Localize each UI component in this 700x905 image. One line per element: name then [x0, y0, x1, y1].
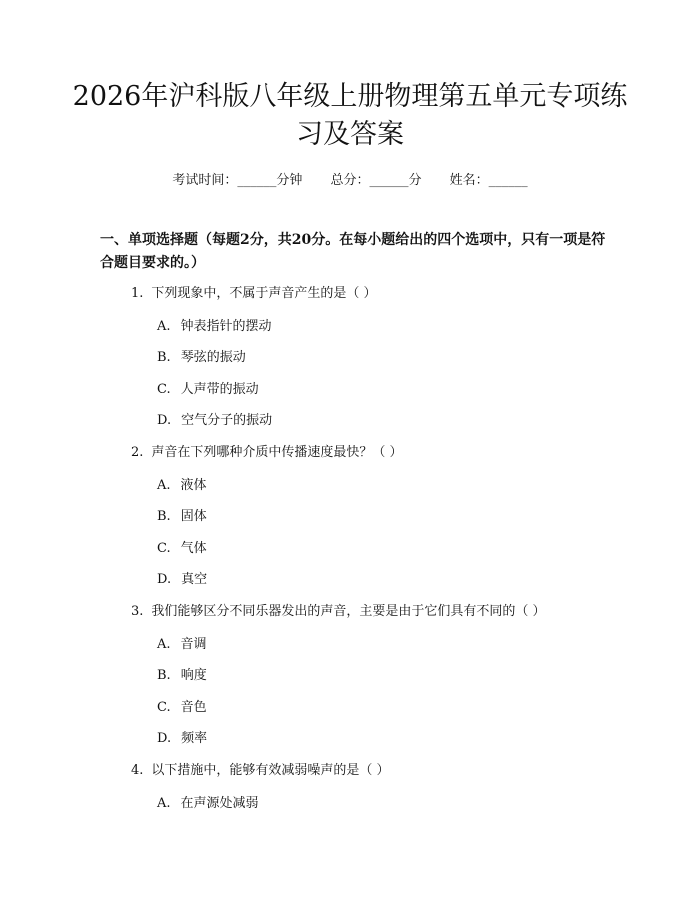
document-title: 2026年沪科版八年级上册物理第五单元专项练习及答案 [72, 81, 628, 150]
question-number: 4. [131, 763, 144, 778]
option-letter: D. [157, 572, 172, 587]
question-4 [131, 759, 390, 778]
question-2-option-d [157, 568, 207, 587]
exam-time-field: 考试时间：______分钟 [172, 173, 303, 188]
option-letter: D. [157, 413, 172, 428]
question-text: 下列现象中，不属于声音产生的是（ ） [151, 286, 377, 301]
question-3-option-b [157, 664, 207, 683]
option-letter: A. [157, 478, 171, 493]
option-letter: A. [157, 796, 171, 811]
question-1-option-c [157, 378, 259, 397]
question-2 [131, 441, 403, 460]
option-letter: B. [157, 668, 171, 683]
question-number: 2. [131, 445, 144, 460]
question-2-option-b [157, 505, 207, 524]
option-letter: D. [157, 731, 172, 746]
option-text: 空气分子的振动 [181, 413, 273, 428]
question-3-option-a [157, 633, 207, 652]
option-text: 固体 [180, 509, 207, 524]
option-text: 气体 [180, 541, 207, 556]
question-text: 以下措施中，能够有效减弱噪声的是（ ） [151, 763, 390, 778]
question-1 [131, 282, 377, 301]
total-score-field: 总分：______分 [330, 173, 422, 188]
student-name-field: 姓名：______ [449, 173, 528, 188]
option-text: 音色 [180, 700, 207, 715]
question-4-option-a [157, 792, 259, 811]
option-letter: B. [157, 509, 171, 524]
option-text: 响度 [180, 668, 207, 683]
option-text: 在声源处减弱 [180, 796, 259, 811]
option-letter: C. [157, 382, 171, 397]
option-letter: C. [157, 541, 171, 556]
option-text: 频率 [181, 731, 208, 746]
question-3-option-d [157, 727, 207, 746]
option-letter: C. [157, 700, 171, 715]
question-1-option-b [157, 346, 246, 365]
option-text: 人声带的振动 [180, 382, 259, 397]
option-letter: A. [157, 637, 171, 652]
question-1-option-d [157, 409, 272, 428]
question-number: 3. [131, 604, 144, 619]
option-text: 钟表指针的摆动 [180, 319, 272, 334]
option-text: 琴弦的振动 [180, 350, 246, 365]
option-letter: A. [157, 319, 171, 334]
question-3 [131, 600, 546, 619]
question-2-option-c [157, 537, 207, 556]
question-text: 声音在下列哪种介质中传播速度最快？（ ） [151, 445, 403, 460]
option-letter: B. [157, 350, 171, 365]
option-text: 液体 [180, 478, 207, 493]
question-3-option-c [157, 696, 207, 715]
option-text: 音调 [180, 637, 207, 652]
question-number: 1. [131, 286, 144, 301]
section-heading: 一、单项选择题（每题2分，共20分。在每小题给出的四个选项中，只有一项是符合题目要求的。） [100, 232, 606, 271]
question-2-option-a [157, 474, 207, 493]
exam-info [0, 169, 700, 188]
option-text: 真空 [181, 572, 208, 587]
question-1-option-a [157, 315, 272, 334]
question-text: 我们能够区分不同乐器发出的声音，主要是由于它们具有不同的（ ） [151, 604, 546, 619]
